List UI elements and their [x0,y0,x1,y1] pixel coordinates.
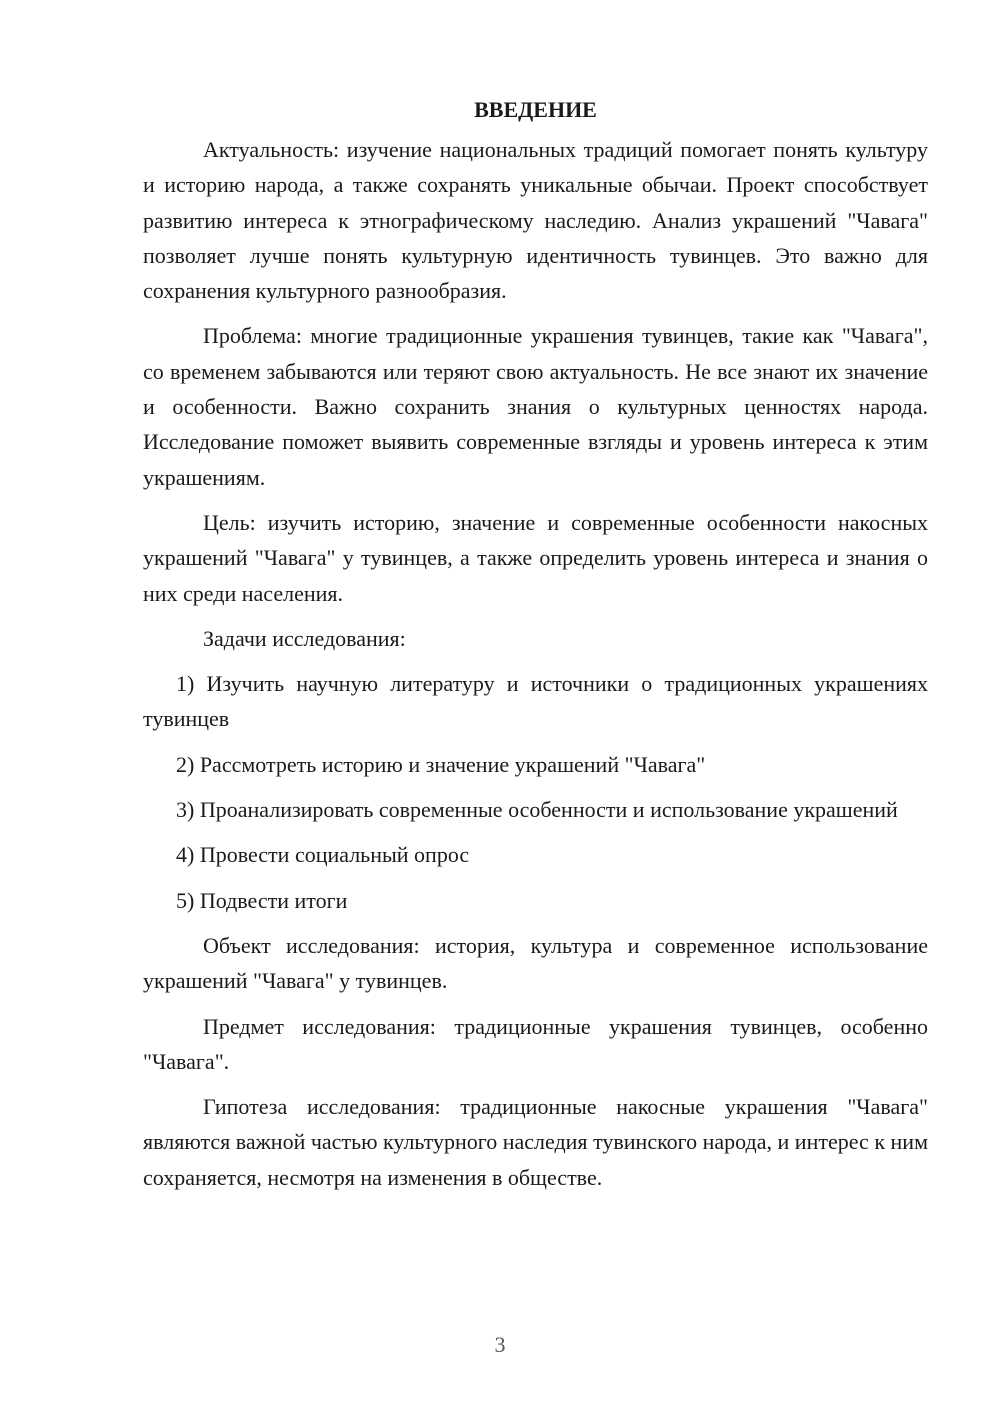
tasks-heading: Задачи исследования: [203,625,406,651]
task-item: 3) Проанализировать современные особенности и использование украшений [176,797,898,823]
section-title: ВВЕДЕНИЕ [474,97,597,122]
task-item: 2) Рассмотреть историю и значение украшений "Чавага" [176,751,706,777]
hypothesis-paragraph: Гипотеза исследования: традиционные накосные украшения "Чавага" являются важной частью культурного наследия тувинского народа, и интерес к ним сохраняется, несмотря на изменения в обществе. [143,1094,928,1190]
task-item: 4) Провести социальный опрос [176,842,470,868]
task-item: 5) Подвести итоги [176,887,348,913]
page-number: 3 [494,1332,506,1357]
task-item: 1) Изучить научную литературу и источники о традиционных украшениях тувинцев [143,671,928,732]
object-paragraph: Объект исследования: история, культура и современное использование украшений "Чавага" у тувинцев. [143,932,928,994]
relevance-paragraph: Актуальность: изучение национальных традиций помогает понять культуру и историю народа, а также сохранять уникальные обычаи. Проект способствует развитию интереса к этнографическому наследию. Анализ украшений "Чавага" позволяет лучше понять культурную идентичность тувинцев. Это важно для сохранения культурного разнообразия. [143,137,928,304]
problem-paragraph: Проблема: многие традиционные украшения тувинцев, такие как "Чавага", со временем забываются или теряют свою актуальность. Не все знают их значение и особенности. Важно сохранить знания о культурных ценностях народа. Исследование поможет выявить современные взгляды и уровень интереса к этим украшениям. [143,323,928,490]
goal-paragraph: Цель: изучить историю, значение и современные особенности накосных украшений "Чавага" у тувинцев, а также определить уровень интереса и знания о них среди населения. [143,509,928,606]
document-page [143,92,928,1205]
subject-paragraph: Предмет исследования: традиционные украшения тувинцев, особенно "Чавага". [143,1013,928,1074]
